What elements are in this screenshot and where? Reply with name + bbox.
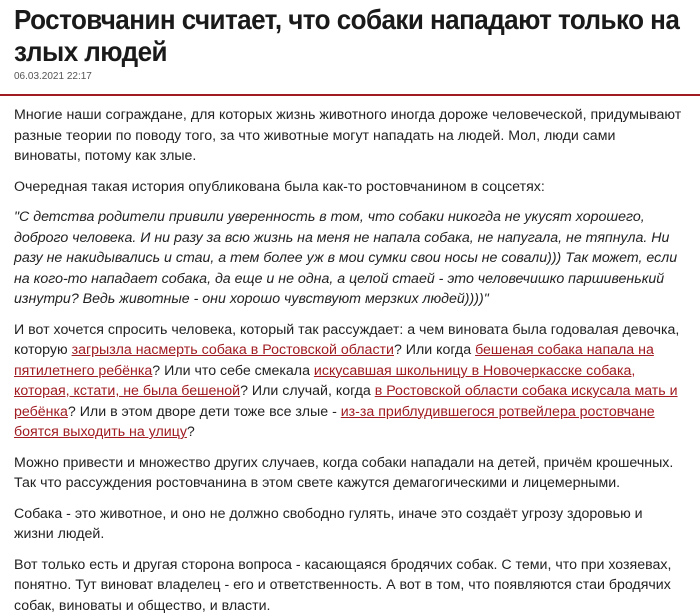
paragraph-source: Очередная такая история опубликована была как-то ростовчанином в соцсетях:: [14, 177, 686, 198]
article-title: Ростовчанин считает, что собаки нападают только на злых людей: [14, 4, 698, 68]
link-rottweiler[interactable]: из-за приблудившегося ротвейлера ростовчане боятся выходить на улицу: [14, 404, 655, 441]
quote-block: "С детства родители привили уверенность в том, что собаки никогда не укусят хорошего, доброго человека. И ни разу за всю жизнь на меня не напала собака, не напугала, не тяпнула. Ни разу не накидывались и стаи, а тем более уж в мои сумки свои носы не совали))) Так может, если на кого-то нападает собака, да еще и не одна, а целой стаей - это человечишко паршивенький изнутри? Ведь животные - они хорошо чувствуют мерзких людей))))": [14, 207, 686, 310]
article-header: [0, 0, 700, 82]
text-segment: ?: [187, 424, 195, 440]
text-segment: ? Или в этом дворе дети тоже все злые -: [68, 404, 341, 420]
link-rabid-dog[interactable]: бешеная собака напала на пятилетнего ребёнка: [14, 342, 654, 379]
paragraph-cases: Можно привести и множество других случаев, когда собаки нападали на детей, причём крошечных. Так что рассуждения ростовчанина в этом свете кажутся демагогическими и лицемерными.: [14, 453, 686, 494]
paragraph-stray: Вот только есть и другая сторона вопроса - касающаяся бродячих собак. С теми, что при хозяевах, понятно. Тут виноват владелец - его и ответственность. А вот в том, что появляются стаи бродячих собак, виноваты и общество, и власти.: [14, 555, 686, 616]
text-segment: ? Или что себе смекала: [152, 363, 314, 379]
text-segment: ? Или когда: [394, 342, 475, 358]
link-novocherkassk[interactable]: искусавшая школьницу в Новочеркасске собака, которая, кстати, не была бешеной: [14, 363, 635, 400]
link-mother-child[interactable]: в Ростовской области собака искусала мать и ребёнка: [14, 383, 678, 420]
article-date: 06.03.2021 22:17: [14, 71, 688, 82]
paragraph-intro: Многие наши сограждане, для которых жизнь животного иногда дороже человеческой, придумывают разные теории по поводу того, за что животные могут нападать на людей. Мол, люди сами виноваты, потому как злые.: [14, 105, 686, 167]
article-body: [0, 96, 700, 616]
paragraph-animal: Собака - это животное, и оно не должно свободно гулять, иначе это создаёт угрозу здоровью и жизни людей.: [14, 504, 686, 545]
text-segment: ? Или случай, когда: [240, 383, 375, 399]
paragraph-questions: [14, 320, 686, 443]
link-girl-killed[interactable]: загрызла насмерть собака в Ростовской области: [72, 342, 394, 358]
text-segment: И вот хочется спросить человека, который так рассуждает: а чем виновата была годовалая девочка, которую: [14, 322, 679, 359]
